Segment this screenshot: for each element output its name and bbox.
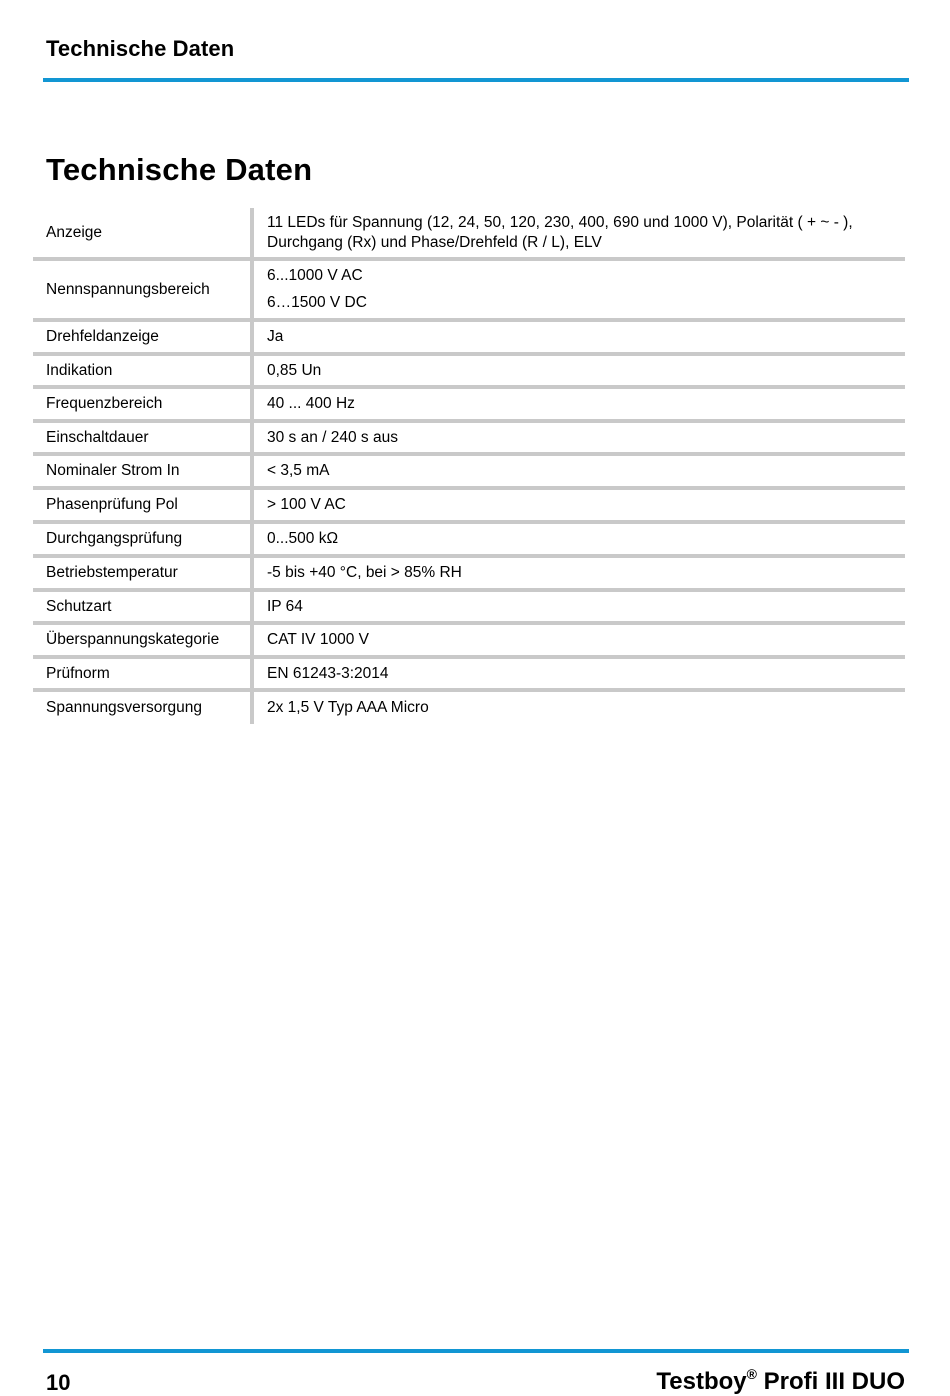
spec-row-schutzart xyxy=(33,592,905,625)
spec-value-line: 40 ... 400 Hz xyxy=(267,395,355,412)
spec-label: Überspannungskategorie xyxy=(33,625,254,655)
spec-value-line: 11 LEDs für Spannung (12, 24, 50, 120, 230, 400, 690 und 1000 V), Polarität ( + ~ - ), xyxy=(267,213,853,231)
spec-value-line: 0,85 Un xyxy=(267,361,322,379)
brand-name: Testboy xyxy=(656,1368,747,1395)
registered-mark: ® xyxy=(746,1366,757,1382)
spec-value xyxy=(254,625,905,655)
spec-value xyxy=(254,322,905,352)
spec-value xyxy=(254,261,905,318)
spec-label: Einschaltdauer xyxy=(33,423,254,452)
spec-value-line: 2x 1,5 V Typ AAA Micro xyxy=(267,699,429,716)
spec-value xyxy=(254,490,905,520)
spec-label: Nominaler Strom In xyxy=(33,456,254,486)
footer-rule xyxy=(43,1349,909,1353)
spec-value xyxy=(254,208,905,257)
spec-row-indikation xyxy=(33,356,905,389)
header-rule xyxy=(43,78,909,82)
spec-label: Indikation xyxy=(33,356,254,385)
spec-value-line: -5 bis +40 °C, bei > 85% RH xyxy=(267,564,462,581)
spec-value xyxy=(254,558,905,588)
spec-value-line: EN 61243-3:2014 xyxy=(267,664,389,682)
spec-value-line: Ja xyxy=(267,328,284,345)
spec-row-drehfeldanzeige xyxy=(33,322,905,356)
spec-value xyxy=(254,659,905,688)
spec-row-anzeige xyxy=(33,208,905,261)
spec-label: Frequenzbereich xyxy=(33,389,254,419)
spec-table xyxy=(33,208,905,724)
spec-label: Drehfeldanzeige xyxy=(33,322,254,352)
spec-value xyxy=(254,592,905,621)
section-title: Technische Daten xyxy=(46,152,313,187)
spec-value xyxy=(254,524,905,554)
product-name xyxy=(656,1368,905,1396)
spec-row-spannungsversorgung xyxy=(33,692,905,724)
running-header: Technische Daten xyxy=(46,36,235,61)
spec-label: Phasenprüfung Pol xyxy=(33,490,254,520)
spec-value xyxy=(254,389,905,419)
spec-label: Schutzart xyxy=(33,592,254,621)
spec-label: Anzeige xyxy=(33,208,254,257)
spec-label: Betriebstemperatur xyxy=(33,558,254,588)
spec-value xyxy=(254,692,905,724)
spec-row-ueberspannungskategorie xyxy=(33,625,905,659)
spec-row-pruefnorm xyxy=(33,659,905,692)
model-name: Profi III DUO xyxy=(756,1368,905,1395)
spec-value-line: 6…1500 V DC xyxy=(267,294,367,311)
spec-value xyxy=(254,456,905,486)
spec-value xyxy=(254,423,905,452)
spec-label: Durchgangsprüfung xyxy=(33,524,254,554)
spec-value-line: 0...500 kΩ xyxy=(267,530,339,547)
spec-row-durchgangspruefung xyxy=(33,524,905,558)
spec-row-phasenpruefung xyxy=(33,490,905,524)
spec-value-line: IP 64 xyxy=(267,597,303,615)
page-number: 10 xyxy=(46,1370,71,1395)
spec-value-line: < 3,5 mA xyxy=(267,462,330,479)
spec-row-nennspannungsbereich xyxy=(33,261,905,322)
spec-value-line: 6...1000 V AC xyxy=(267,267,363,284)
spec-row-betriebstemperatur xyxy=(33,558,905,592)
spec-row-nominaler-strom xyxy=(33,456,905,490)
spec-value-line: Durchgang (Rx) und Phase/Drehfeld (R / L), ELV xyxy=(267,233,602,251)
spec-value xyxy=(254,356,905,385)
spec-row-frequenzbereich xyxy=(33,389,905,423)
spec-value-line: CAT IV 1000 V xyxy=(267,631,369,648)
spec-row-einschaltdauer xyxy=(33,423,905,456)
spec-label: Nennspannungsbereich xyxy=(33,261,254,318)
spec-value-line: > 100 V AC xyxy=(267,496,346,513)
spec-label: Spannungsversorgung xyxy=(33,692,254,724)
spec-value-line: 30 s an / 240 s aus xyxy=(267,428,398,446)
spec-label: Prüfnorm xyxy=(33,659,254,688)
